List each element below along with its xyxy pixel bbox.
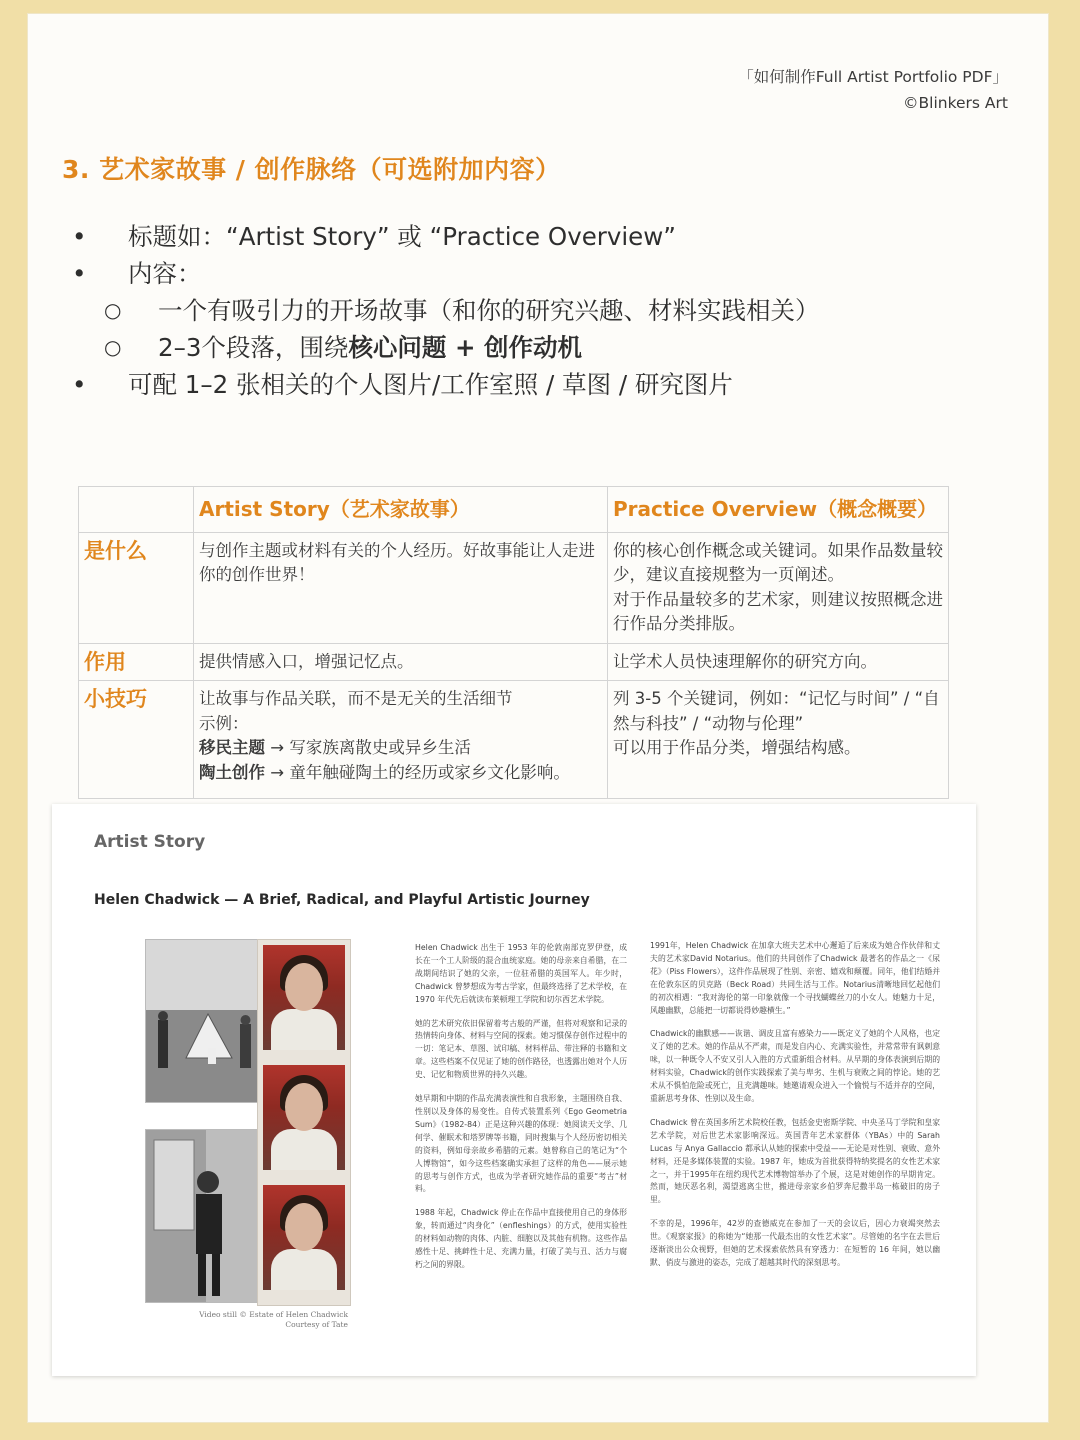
example-line: [199, 761, 602, 786]
story-cell: 提供情感入口，增强记忆点。: [194, 643, 608, 681]
portrait-photo-illustration: [146, 1130, 266, 1302]
portrait-photo: [145, 1129, 267, 1303]
practice-line: 对于作品量较多的艺术家，则建议按照概念进行作品分类排版。: [613, 589, 943, 633]
sub-bullet-item: [60, 329, 1000, 366]
example-keyword: 移民主题: [199, 738, 265, 757]
example-text: → 童年触碰陶土的经历或家乡文化影响。: [265, 762, 570, 782]
column-header-practice: Practice Overview（概念概要）: [608, 487, 949, 533]
practice-line: 可以用于作品分类，增强结构感。: [613, 738, 861, 757]
table-row: [79, 532, 949, 643]
paragraph: Chadwick 曾在英国多所艺术院校任教，包括金史密斯学院、中央圣马丁学院和皇家艺术学院，对后世艺术家影响深远。英国青年艺术家群体（YBAs）中的 Sarah Lucas 与 Anya Gallaccio 都承认从她的探索中受益——无论是对性别、衰败、意外材料，还是多媒体装置的实验。1987 年，她成为首批获得特纳奖提名的女性艺术家之一，并于1995年在纽约现代艺术博物馆举办了个展，这是对她创作的早期肯定。然而，她厌恶名利，渴望逃离尘世，搬进母亲家乡伯罗奔尼撒半岛一栋破旧的房子里。: [650, 1117, 941, 1205]
row-label: 小技巧: [79, 681, 194, 799]
paragraph: Chadwick的幽默感——诙谐、调皮且富有感染力——既定义了她的个人风格，也定义了她的艺术。她的作品从不严肃，而是发自内心、充满实验性，并常常带有讽刺意味，以一种既令人不安又引人入胜的方式重新组合材料。从早期的身体表演到后期的材料实验，Chadwick的创作实践探索了美与卑劣、生机与衰败之间的悖论。她的艺术从不惧怕危险或死亡，且充满趣味。她邀请观众进入一个愉悦与不适并存的空间，重新思考身体、性别以及生命。: [650, 1029, 940, 1103]
photo-booth-frame: [263, 1185, 345, 1290]
paragraph: 她的艺术研究依旧保留着考古般的严谨，但将对观察和记录的热情转向身体、材料与空间的探索。她习惯保存创作过程中的一切：笔记本、草图、试印稿、材料样品、带注释的书籍和文章。这些档案不仅见证了她的创作路径，也透露出她对个人历史、记忆和物质世界的持久兴趣。: [415, 1018, 627, 1080]
bullet-dot: •: [72, 370, 87, 399]
photo-booth-strip: [257, 939, 351, 1306]
practice-cell: [608, 681, 949, 799]
caption-line: Video still © Estate of Helen Chadwick: [199, 1310, 348, 1319]
bullet-text: 可配 1–2 张相关的个人图片/工作室照 / 草图 / 研究图片: [128, 370, 733, 399]
bullet-item: [60, 366, 1000, 403]
photo-booth-frame: [263, 945, 345, 1050]
bullet-item: [60, 255, 1000, 292]
comparison-table: [78, 486, 949, 799]
practice-line: 列 3-5 个关键词，例如：“记忆与时间” / “自然与科技” / “动物与伦理”: [613, 689, 940, 733]
example-text: → 写家族离散史或异乡生活: [265, 738, 471, 757]
story-cell: [194, 681, 608, 799]
story-cell: 与创作主题或材料有关的个人经历。好故事能让人走进你的创作世界！: [194, 532, 608, 643]
bullet-item: [60, 218, 1000, 255]
family-photo: [145, 939, 267, 1103]
photo-caption: [172, 1310, 348, 1330]
paragraph: 1988 年起，Chadwick 停止在作品中直接使用自己的身体形象，转而通过“肉身化”（enfleshings）的方式，使用实验性的材料如动物的肉体、内脏、细胞以及其他有机物。这些作品感性十足、挑衅性十足、充满力量，打破了美与丑、活力与腐朽之间的界限。: [415, 1208, 627, 1269]
sub-bullet-prefix: 2–3个段落，围绕: [158, 333, 349, 362]
paragraph: 她早期和中期的作品充满表演性和自我形象，主题围绕自我、性别以及身体的易变性。自传式装置系列《Ego Geometria Sum》（1982-84）正是这种兴趣的体现：她阅读天文学、几何学、催眠术和塔罗牌等书籍，同时搜集与个人经历密切相关的资料，例如母亲故乡希腊的元素。她曾称自己的笔记为“个人博物馆”，如今这些档案确实承担了这样的角色——展示她的思考与创作方式，也成为学者研究她作品的重要“考古”材料。: [415, 1094, 627, 1194]
row-label: 是什么: [79, 532, 194, 643]
practice-line: 你的核心创作概念或关键词。如果作品数量较少，建议直接规整为一页阐述。: [613, 540, 943, 584]
bullet-dot: •: [72, 222, 87, 251]
practice-cell: [608, 532, 949, 643]
copyright-text: ©Blinkers Art: [903, 94, 1008, 112]
example-heading: Artist Story: [94, 832, 206, 852]
table-row: [79, 643, 949, 681]
family-photo-illustration: [146, 940, 266, 1102]
row-label: 作用: [79, 643, 194, 681]
table-row: [79, 681, 949, 799]
text-column-right: [650, 940, 940, 1281]
series-title: 「如何制作Full Artist Portfolio PDF」: [738, 68, 1008, 86]
sub-bullet-text: 一个有吸引力的开场故事（和你的研究兴趣、材料实践相关）: [158, 296, 820, 325]
sub-bullet-text: [158, 329, 582, 366]
bullet-dot: •: [72, 259, 87, 288]
sub-bullet-item: [60, 292, 1000, 329]
practice-cell: 让学术人员快速理解你的研究方向。: [608, 643, 949, 681]
column-header-story: Artist Story（艺术家故事）: [194, 487, 608, 533]
sub-bullet-dot: ○: [104, 335, 122, 359]
bullet-text: 标题如：“Artist Story” 或 “Practice Overview”: [128, 222, 676, 251]
example-keyword: 陶土创作: [199, 762, 265, 782]
story-line: 示例：: [199, 713, 249, 733]
paragraph: 1991年，Helen Chadwick 在加拿大班夫艺术中心邂逅了后来成为她合作伙伴和丈夫的艺术家David Notarius。他们的共同创作了Chadwick 最著名的作品之一《尿花》（Piss Flowers），这件作品展现了性别、亲密、嬉戏和颠覆。同年，他们结婚并在伦敦东区的贝克路（Beck Road）共同生活与工作。Notarius清晰地回忆起他们的初次相遇：“我对海伦的第一印象就像一个寻找蝴蝶丝刀的小女人。她魅力十足，风趣幽默，总能把一切都说得妙趣横生。”: [650, 941, 940, 1015]
paragraph: Helen Chadwick 出生于 1953 年的伦敦南部克罗伊登，成长在一个工人阶级的混合血统家庭。她的母亲来自希腊，在二战期间结识了她的父亲，一位驻希腊的英国军人。年少时，Chadwick 曾梦想成为考古学家，但最终选择了艺术学校，在 1970 年代先后就读布莱顿理工学院和切尔西艺术学院。: [415, 943, 627, 1004]
bullet-text: 内容：: [128, 259, 202, 288]
example-line: [199, 736, 602, 761]
example-subheading: Helen Chadwick — A Brief, Radical, and Playful Artistic Journey: [94, 892, 590, 908]
caption-line: Courtesy of Tate: [285, 1320, 348, 1329]
photo-booth-frame: [263, 1065, 345, 1170]
brand-header: [738, 64, 1008, 116]
story-line: 让故事与作品关联，而不是无关的生活细节: [199, 689, 513, 708]
section-title: 3. 艺术家故事 / 创作脉络（可选附加内容）: [62, 155, 561, 184]
bullet-list: [60, 218, 1000, 403]
sub-bullet-bold: 核心问题 + 创作动机: [348, 333, 583, 362]
paragraph: 不幸的是，1996年，42岁的查德威克在参加了一天的会议后，因心力衰竭突然去世。《观察家报》的称她为“她那一代最杰出的女性艺术家”。尽管她的名字在去世后逐渐淡出公众视野，但她的艺术探索依然具有穿透力：在短暂的 16 年间，她以幽默、俏皮与激进的姿态，完成了超越其时代的深刻思考。: [650, 1219, 940, 1267]
sub-bullet-dot: ○: [104, 298, 122, 322]
example-page-preview: [52, 804, 976, 1376]
table-header-row: [79, 487, 949, 533]
text-column-left: [415, 942, 627, 1283]
table-corner-cell: [79, 487, 194, 533]
